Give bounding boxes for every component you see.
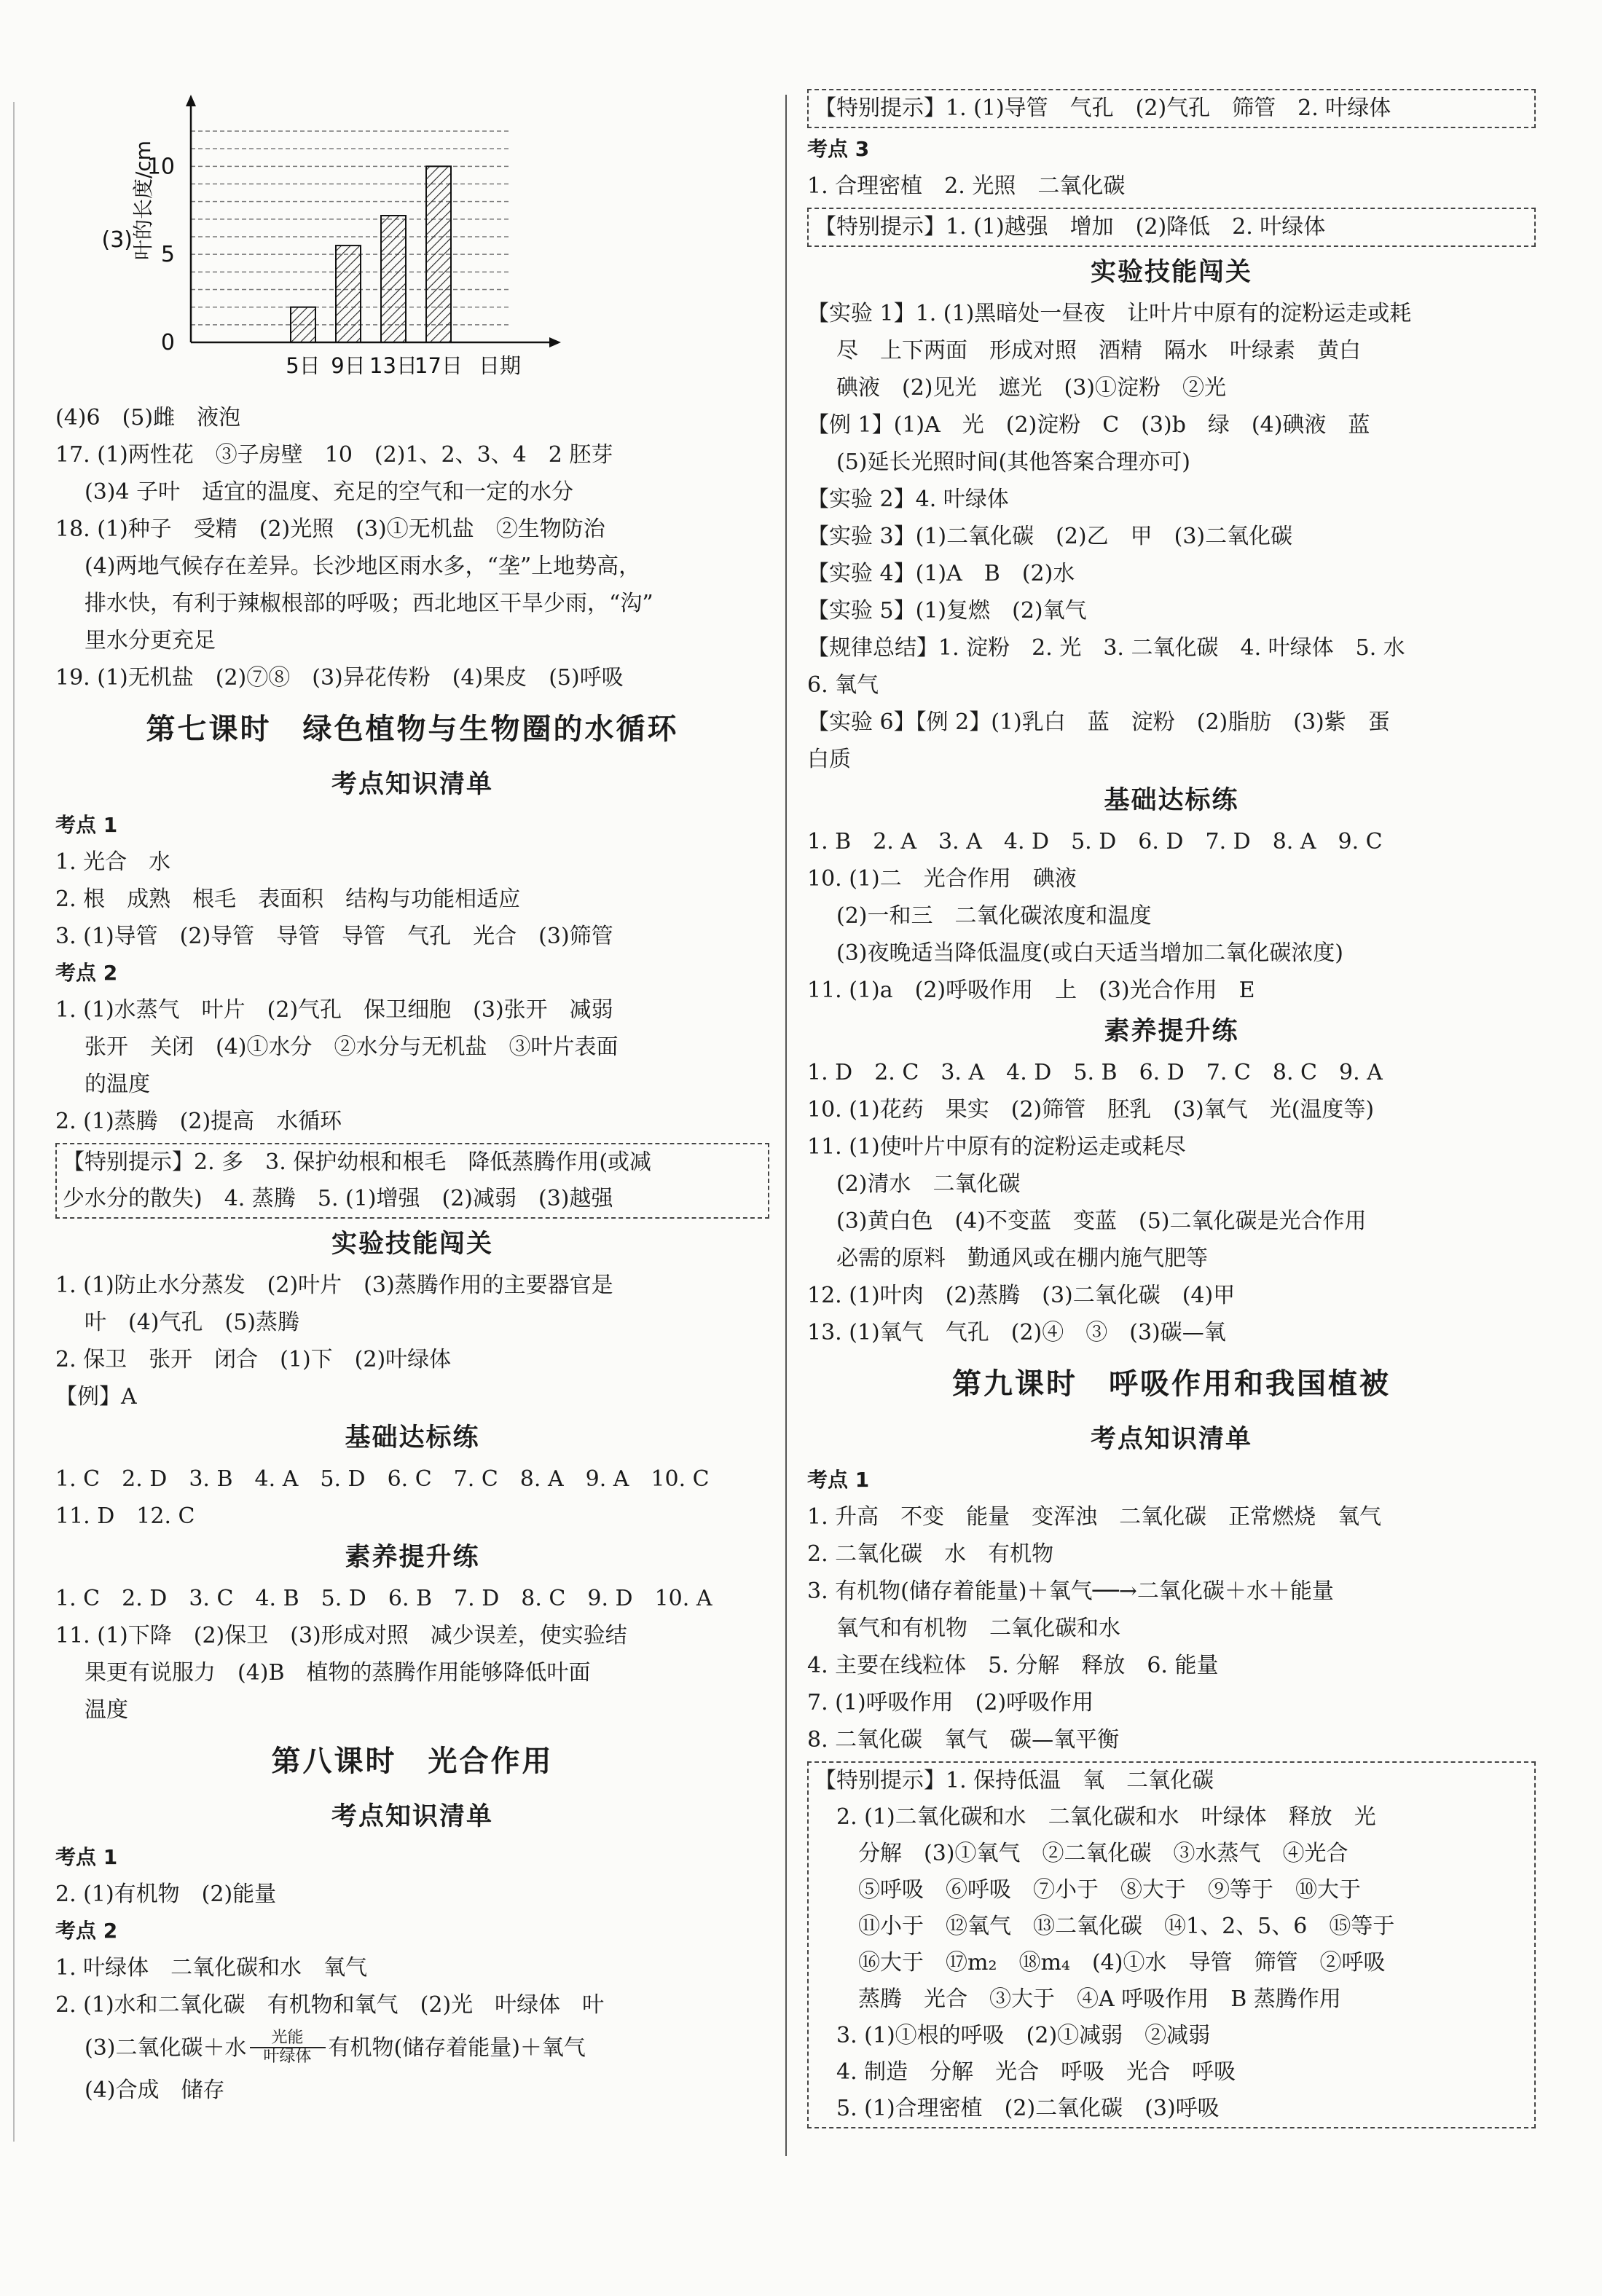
tip-line: 分解 (3)①氧气 ②二氧化碳 ③水蒸气 ④光合 — [814, 1841, 1348, 1866]
x-tick-label: 5日 — [286, 353, 321, 378]
kaodian-label: 考点 2 — [55, 961, 118, 985]
answer-line: 【实验 6】【例 2】(1)乳白 蓝 淀粉 (2)脂肪 (3)紫 蛋 — [807, 709, 1390, 735]
answer-line: 【实验 3】(1)二氧化碳 (2)乙 甲 (3)二氧化碳 — [807, 524, 1293, 549]
tip-line: 【特别提示】1. (1)越强 增加 (2)降低 2. 叶绿体 — [814, 214, 1326, 240]
answer-line: 1. (1)水蒸气 叶片 (2)气孔 保卫细胞 (3)张开 减弱 — [55, 997, 613, 1023]
y-tick-label: 5 — [160, 242, 175, 268]
tip-box — [807, 89, 1536, 128]
kaodian-label: 考点 2 — [55, 1919, 118, 1943]
answer-line: 1. C 2. D 3. C 4. B 5. D 6. B 7. D 8. C 9. D 10. A — [55, 1586, 712, 1611]
answer-line: 1. 光合 水 — [55, 849, 171, 875]
tip-line: 少水分的散失) 4. 蒸腾 5. (1)增强 (2)减弱 (3)越强 — [63, 1186, 613, 1211]
lesson-title: 第九课时 呼吸作用和我国植被 — [952, 1367, 1391, 1401]
tip-line: 【特别提示】1. (1)导管 气孔 (2)气孔 筛管 2. 叶绿体 — [814, 95, 1391, 121]
answer-line: 11. (1)a (2)呼吸作用 上 (3)光合作用 E — [807, 978, 1255, 1003]
section-title: 考点知识清单 — [331, 770, 493, 799]
equation-line — [55, 2024, 769, 2072]
bar — [381, 216, 406, 342]
equation-products: 有机物(储存着能量)＋氧气 — [328, 2034, 586, 2061]
x-tick-label: 9日 — [331, 353, 366, 378]
answer-line: 4. 主要在线粒体 5. 分解 释放 6. 能量 — [807, 1653, 1219, 1678]
section-title: 素养提升练 — [345, 1543, 480, 1572]
answer-line: 7. (1)呼吸作用 (2)呼吸作用 — [807, 1690, 1094, 1715]
answer-line: 2. 根 成熟 根毛 表面积 结构与功能相适应 — [55, 886, 521, 912]
x-axis-label: 日期 — [478, 353, 522, 378]
answer-line: 1. C 2. D 3. B 4. A 5. D 6. C 7. C 8. A 9. A 10. C — [55, 1466, 710, 1492]
tip-box — [55, 1143, 769, 1219]
y-axis-arrow — [186, 95, 196, 106]
answer-line: (4)6 (5)雌 液泡 — [55, 405, 241, 430]
kaodian-label: 考点 1 — [807, 1468, 870, 1492]
answer-line: (3)夜晚适当降低温度(或白天适当增加二氧化碳浓度) — [836, 940, 1343, 966]
leaf-length-chart — [55, 86, 769, 399]
answer-line: 氧气和有机物 二氧化碳和水 — [836, 1616, 1120, 1641]
answer-line: 张开 关闭 (4)①水分 ②水分与无机盐 ③叶片表面 — [85, 1034, 619, 1060]
answer-line: 的温度 — [85, 1072, 150, 1097]
column-divider — [785, 95, 787, 2156]
right-column — [807, 86, 1536, 2131]
answer-line: 12. (1)叶肉 (2)蒸腾 (3)二氧化碳 (4)甲 — [807, 1283, 1236, 1308]
answer-line: 尽 上下两面 形成对照 酒精 隔水 叶绿素 黄白 — [836, 338, 1361, 363]
tip-line: 2. (1)二氧化碳和水 二氧化碳和水 叶绿体 释放 光 — [814, 1804, 1376, 1830]
answer-line: 13. (1)氧气 气孔 (2)④ ③ (3)碳—氧 — [807, 1320, 1226, 1345]
answer-line: 1. (1)防止水分蒸发 (2)叶片 (3)蒸腾作用的主要器官是 — [55, 1273, 613, 1298]
answer-line: 【规律总结】1. 淀粉 2. 光 3. 二氧化碳 4. 叶绿体 5. 水 — [807, 635, 1405, 661]
bar — [291, 307, 315, 342]
answer-line: 8. 二氧化碳 氧气 碳—氧平衡 — [807, 1727, 1120, 1753]
kaodian-label: 考点 1 — [55, 1845, 118, 1869]
answer-line: 1. 叶绿体 二氧化碳和水 氧气 — [55, 1955, 368, 1981]
tip-line: ⑯大于 ⑰m₂ ⑱m₄ (4)①水 导管 筛管 ②呼吸 — [814, 1950, 1386, 1975]
y-axis-label: 叶的长度/cm — [131, 140, 155, 261]
answer-line: (4)合成 储存 — [85, 2077, 225, 2103]
tip-line: 【特别提示】1. 保持低温 氧 二氧化碳 — [814, 1768, 1214, 1793]
y-tick-label: 10 — [146, 154, 175, 180]
kaodian-label: 考点 3 — [807, 137, 870, 161]
answer-line: (3)黄白色 (4)不变蓝 变蓝 (5)二氧化碳是光合作用 — [836, 1208, 1367, 1234]
x-tick-label: 17日 — [415, 353, 463, 378]
section-title: 素养提升练 — [1104, 1017, 1239, 1046]
answer-line: 2. (1)蒸腾 (2)提高 水循环 — [55, 1109, 342, 1134]
lesson-title: 第八课时 光合作用 — [271, 1745, 554, 1778]
arrow-condition-top: 光能 — [271, 2029, 304, 2047]
section-title: 基础达标练 — [345, 1423, 480, 1452]
page-edge-line — [13, 102, 15, 2142]
left-column — [55, 86, 769, 2109]
answer-line: 必需的原料 勤通风或在棚内施气肥等 — [836, 1246, 1208, 1271]
bar-chart — [55, 86, 711, 399]
lesson-title: 第七课时 绿色植物与生物圈的水循环 — [146, 712, 679, 746]
tip-line: ⑪小于 ⑫氧气 ⑬二氧化碳 ⑭1、2、5、6 ⑮等于 — [814, 1914, 1395, 1939]
answer-line: (2)清水 二氧化碳 — [836, 1171, 1021, 1197]
answer-line: 白质 — [807, 747, 851, 772]
answer-line: 【实验 1】1. (1)黑暗处一昼夜 让叶片中原有的淀粉运走或耗 — [807, 301, 1412, 326]
x-axis-arrow — [549, 337, 561, 347]
answer-line: 1. B 2. A 3. A 4. D 5. D 6. D 7. D 8. A 9. C — [807, 829, 1383, 854]
answer-line: (4)两地气候存在差异。长沙地区雨水多，“垄”上地势高， — [85, 554, 641, 579]
answer-line: 排水快，有利于辣椒根部的呼吸；西北地区干旱少雨，“沟” — [85, 591, 653, 616]
answer-line: 17. (1)两性花 ③子房壁 10 (2)1、2、3、4 2 胚芽 — [55, 442, 613, 468]
tip-box — [807, 208, 1536, 247]
answer-line: (3)4 子叶 适宜的温度、充足的空气和一定的水分 — [85, 479, 574, 505]
answer-line: 1. D 2. C 3. A 4. D 5. B 6. D 7. C 8. C 9. A — [807, 1060, 1383, 1085]
answer-line: 碘液 (2)见光 遮光 (3)①淀粉 ②光 — [836, 375, 1226, 401]
tip-line: 蒸腾 光合 ③大于 ④A 呼吸作用 B 蒸腾作用 — [814, 1986, 1341, 2012]
tip-line: 4. 制造 分解 光合 呼吸 光合 呼吸 — [814, 2059, 1236, 2085]
answer-line: 3. (1)导管 (2)导管 导管 导管 气孔 光合 (3)筛管 — [55, 924, 613, 949]
answer-line: 【例】A — [55, 1384, 137, 1410]
section-title: 实验技能闯关 — [1090, 258, 1252, 287]
answer-line: 10. (1)花药 果实 (2)筛管 胚乳 (3)氧气 光(温度等) — [807, 1097, 1375, 1123]
section-title: 实验技能闯关 — [331, 1230, 493, 1259]
question-number: (3) — [101, 227, 133, 253]
equation-arrow — [250, 2029, 326, 2066]
answer-line: 19. (1)无机盐 (2)⑦⑧ (3)异花传粉 (4)果皮 (5)呼吸 — [55, 665, 624, 691]
tip-line: ⑤呼吸 ⑥呼吸 ⑦小于 ⑧大于 ⑨等于 ⑩大于 — [814, 1877, 1361, 1903]
answer-line: 果更有说服力 (4)B 植物的蒸腾作用能够降低叶面 — [85, 1660, 591, 1686]
answer-line: 11. (1)使叶片中原有的淀粉运走或耗尽 — [807, 1134, 1186, 1160]
section-title: 考点知识清单 — [331, 1802, 493, 1831]
bar — [336, 245, 361, 342]
answer-line: 10. (1)二 光合作用 碘液 — [807, 866, 1077, 892]
answer-line: 3. 有机物(储存着能量)＋氧气──→二氧化碳＋水＋能量 — [807, 1578, 1334, 1604]
section-title: 考点知识清单 — [1090, 1425, 1252, 1454]
answer-line: (5)延长光照时间(其他答案合理亦可) — [836, 449, 1190, 475]
x-tick-label: 13日 — [369, 353, 417, 378]
tip-line: 5. (1)合理密植 (2)二氧化碳 (3)呼吸 — [814, 2096, 1220, 2121]
tip-line: 【特别提示】2. 多 3. 保护幼根和根毛 降低蒸腾作用(或减 — [63, 1149, 652, 1175]
bar — [426, 166, 451, 342]
answer-line: 里水分更充足 — [85, 628, 216, 653]
section-title: 基础达标练 — [1104, 786, 1239, 815]
arrow-line — [250, 2047, 326, 2048]
answer-line: 1. 升高 不变 能量 变浑浊 二氧化碳 正常燃烧 氧气 — [807, 1504, 1382, 1530]
answer-line: 温度 — [85, 1697, 128, 1723]
answer-line: 【实验 5】(1)复燃 (2)氧气 — [807, 598, 1087, 624]
answer-line: 叶 (4)气孔 (5)蒸腾 — [85, 1310, 299, 1335]
answer-line: 18. (1)种子 受精 (2)光照 (3)①无机盐 ②生物防治 — [55, 516, 605, 542]
answer-line: 2. (1)有机物 (2)能量 — [55, 1882, 277, 1907]
tip-box — [807, 1761, 1536, 2128]
answer-line: 6. 氧气 — [807, 672, 879, 698]
answer-line: 【实验 2】4. 叶绿体 — [807, 487, 1009, 512]
answer-line: 【实验 4】(1)A B (2)水 — [807, 561, 1075, 586]
equation-reactants: (3)二氧化碳＋水 — [85, 2034, 247, 2061]
answer-line: 1. 合理密植 2. 光照 二氧化碳 — [807, 173, 1126, 199]
answer-line: 2. 保卫 张开 闭合 (1)下 (2)叶绿体 — [55, 1347, 452, 1372]
answer-line: (2)一和三 二氧化碳浓度和温度 — [836, 903, 1152, 929]
y-tick-label: 0 — [160, 330, 175, 355]
left-column-body — [55, 399, 769, 2109]
answer-line: 2. (1)水和二氧化碳 有机物和氧气 (2)光 叶绿体 叶 — [55, 1992, 605, 2018]
kaodian-label: 考点 1 — [55, 813, 118, 837]
answer-line: 【例 1】(1)A 光 (2)淀粉 C (3)b 绿 (4)碘液 蓝 — [807, 412, 1370, 438]
answer-line: 11. D 12. C — [55, 1503, 195, 1529]
right-column-body — [807, 89, 1536, 2128]
answer-line: 11. (1)下降 (2)保卫 (3)形成对照 减少误差，使实验结 — [55, 1623, 627, 1648]
answer-line: 2. 二氧化碳 水 有机物 — [807, 1541, 1054, 1567]
tip-line: 3. (1)①根的呼吸 (2)①减弱 ②减弱 — [814, 2023, 1211, 2048]
arrow-condition-bottom: 叶绿体 — [263, 2048, 312, 2066]
